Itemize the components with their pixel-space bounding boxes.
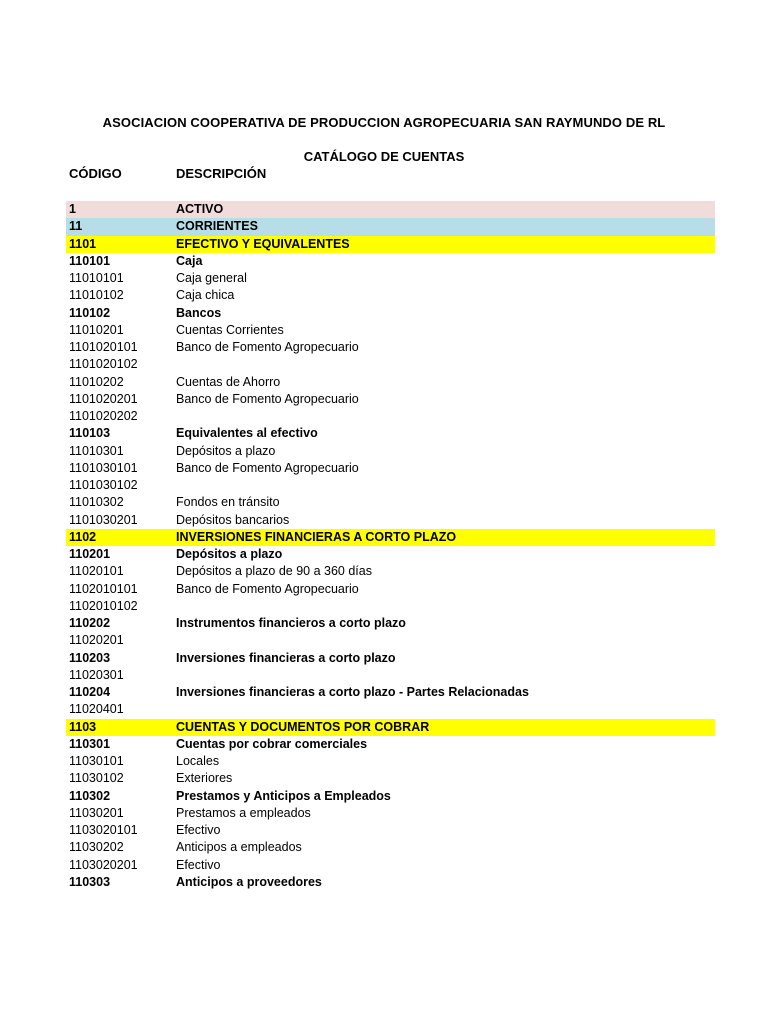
account-row xyxy=(66,615,715,632)
account-description: Locales xyxy=(176,754,220,768)
account-row xyxy=(66,857,715,874)
account-description: Depósitos bancarios xyxy=(176,512,290,527)
account-row xyxy=(66,270,715,287)
account-description: Exteriores xyxy=(176,771,233,786)
account-row xyxy=(66,719,715,736)
account-description: Equivalentes al efectivo xyxy=(176,426,318,441)
account-row xyxy=(66,460,715,477)
account-row xyxy=(66,218,715,235)
document-title: ASOCIACION COOPERATIVA DE PRODUCCION AGROPECUARIA SAN RAYMUNDO DE RL xyxy=(102,115,666,130)
account-row xyxy=(66,581,715,598)
account-row xyxy=(66,322,715,339)
account-row xyxy=(66,443,715,460)
account-code: 110303 xyxy=(69,874,111,889)
account-code: 110103 xyxy=(69,426,111,441)
account-row xyxy=(66,374,715,391)
account-description: Inversiones financieras a corto plazo - Partes Relacionadas xyxy=(176,685,529,699)
account-row xyxy=(66,736,715,753)
account-description: Prestamos y Anticipos a Empleados xyxy=(176,788,391,803)
account-code: 110203 xyxy=(69,650,111,665)
account-description: ACTIVO xyxy=(176,202,224,216)
account-row xyxy=(66,253,715,270)
account-description: Anticipos a proveedores xyxy=(176,874,322,889)
account-code: 1101020202 xyxy=(69,409,138,423)
account-row xyxy=(66,201,715,218)
account-code: 11010201 xyxy=(69,322,124,337)
account-row xyxy=(66,632,715,649)
account-code: 11020101 xyxy=(69,564,124,579)
account-row xyxy=(66,874,715,891)
account-description: Banco de Fomento Agropecuario xyxy=(176,391,359,406)
account-code: 1101030102 xyxy=(69,478,138,492)
account-description: Depósitos a plazo xyxy=(176,443,276,458)
account-code: 110102 xyxy=(69,305,111,320)
account-code: 1102010102 xyxy=(69,598,138,613)
account-row xyxy=(66,788,715,805)
account-description: Depósitos a plazo de 90 a 360 días xyxy=(176,564,372,579)
account-row xyxy=(66,287,715,304)
account-code: 1101020101 xyxy=(69,340,138,354)
account-code: 11020401 xyxy=(69,702,124,717)
account-description: INVERSIONES FINANCIERAS A CORTO PLAZO xyxy=(176,529,457,544)
account-description: CORRIENTES xyxy=(176,219,258,234)
account-row xyxy=(66,563,715,580)
account-description: Caja xyxy=(176,253,203,268)
account-code: 110302 xyxy=(69,788,111,803)
account-row xyxy=(66,425,715,442)
account-code: 110204 xyxy=(69,685,111,699)
account-description: Depósitos a plazo xyxy=(176,547,283,561)
account-description: Banco de Fomento Agropecuario xyxy=(176,460,359,475)
account-description: Cuentas Corrientes xyxy=(176,322,284,337)
account-code: 11010102 xyxy=(69,288,124,303)
account-code: 11 xyxy=(69,219,83,234)
account-code: 11030201 xyxy=(69,805,124,820)
account-code: 11010202 xyxy=(69,374,124,389)
account-row xyxy=(66,305,715,322)
account-row xyxy=(66,839,715,856)
account-description: Bancos xyxy=(176,305,222,320)
account-code: 1101030201 xyxy=(69,512,138,527)
account-row xyxy=(66,701,715,718)
account-code: 11030202 xyxy=(69,840,124,855)
account-row xyxy=(66,408,715,425)
account-code: 1101 xyxy=(69,236,97,251)
account-code: 1101020102 xyxy=(69,357,138,372)
accounts-table xyxy=(66,201,715,891)
account-row xyxy=(66,477,715,494)
account-description: Caja chica xyxy=(176,288,235,303)
account-description: EFECTIVO Y EQUIVALENTES xyxy=(176,236,350,251)
account-code: 1101020201 xyxy=(69,391,138,406)
account-code: 11030101 xyxy=(69,754,124,768)
account-code: 1103020201 xyxy=(69,857,138,872)
account-row xyxy=(66,391,715,408)
account-row xyxy=(66,753,715,770)
account-row xyxy=(66,667,715,684)
account-description: Cuentas por cobrar comerciales xyxy=(176,736,368,751)
account-description: Cuentas de Ahorro xyxy=(176,374,281,389)
account-row xyxy=(66,805,715,822)
column-header-code: CÓDIGO xyxy=(69,166,122,181)
account-description: Efectivo xyxy=(176,823,221,837)
account-description: Caja general xyxy=(176,271,247,285)
account-code: 1102 xyxy=(69,529,97,544)
account-row xyxy=(66,684,715,701)
account-row xyxy=(66,494,715,511)
account-code: 1102010101 xyxy=(69,581,138,596)
account-description: Efectivo xyxy=(176,857,221,872)
account-code: 11020201 xyxy=(69,633,124,648)
account-code: 11010101 xyxy=(69,271,124,285)
account-description: CUENTAS Y DOCUMENTOS POR COBRAR xyxy=(176,719,430,734)
account-description: Banco de Fomento Agropecuario xyxy=(176,581,359,596)
account-row xyxy=(66,598,715,615)
account-row xyxy=(66,236,715,253)
account-code: 11010301 xyxy=(69,443,124,458)
account-code: 1 xyxy=(69,202,76,216)
account-description: Inversiones financieras a corto plazo xyxy=(176,650,396,665)
account-row xyxy=(66,650,715,667)
account-description: Fondos en tránsito xyxy=(176,495,280,510)
account-row xyxy=(66,356,715,373)
account-row xyxy=(66,512,715,529)
catalog-title: CATÁLOGO DE CUENTAS xyxy=(303,149,465,164)
account-row xyxy=(66,770,715,787)
account-description: Anticipos a empleados xyxy=(176,840,302,855)
account-description: Banco de Fomento Agropecuario xyxy=(176,340,359,354)
account-code: 110201 xyxy=(69,547,111,561)
account-row xyxy=(66,529,715,546)
account-code: 1101030101 xyxy=(69,460,138,475)
account-code: 11030102 xyxy=(69,771,124,786)
column-header-description: DESCRIPCIÓN xyxy=(176,166,267,181)
account-code: 11020301 xyxy=(69,667,124,682)
account-description: Prestamos a empleados xyxy=(176,805,311,820)
account-code: 1103020101 xyxy=(69,823,138,837)
account-row xyxy=(66,339,715,356)
account-code: 11010302 xyxy=(69,495,124,510)
account-code: 1103 xyxy=(69,719,97,734)
account-row xyxy=(66,546,715,563)
account-description: Instrumentos financieros a corto plazo xyxy=(176,616,406,630)
account-code: 110301 xyxy=(69,736,111,751)
account-code: 110101 xyxy=(69,253,111,268)
account-code: 110202 xyxy=(69,616,111,630)
account-row xyxy=(66,822,715,839)
